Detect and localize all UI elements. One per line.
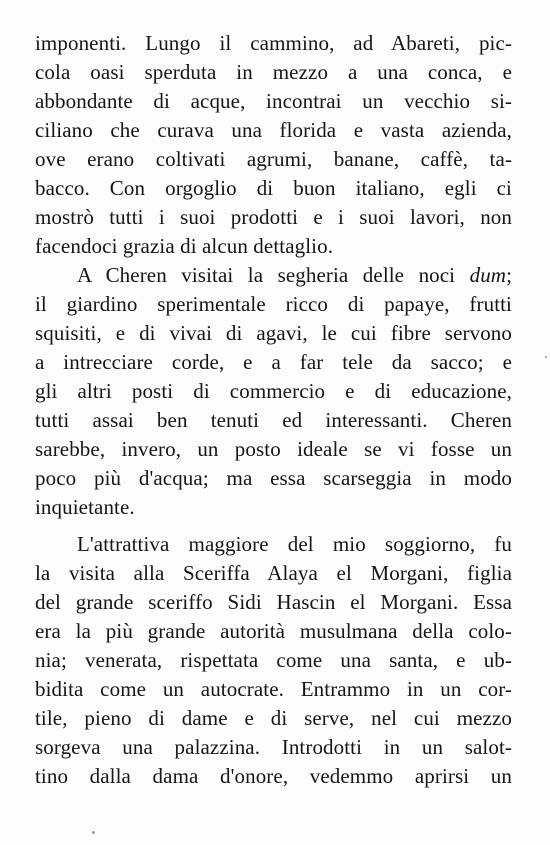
text-line: sorgeva una palazzina. Introdotti in un salot- [35,735,512,759]
text-line: tutti assai ben tenuti ed interessanti. Cheren [35,408,512,432]
paragraph-gap [35,522,512,530]
italic-word: dum [469,263,507,287]
text-line: il giardino sperimentale ricco di papaye, frutti [35,292,512,316]
text-line: inquietante. [35,495,135,519]
text-line: tino dalla dama d'onore, vedemmo aprirsi un [35,764,512,788]
text-line: mostrò tutti i suoi prodotti e i suoi lavori, non [35,205,512,229]
text-line: abbondante di acque, incontrai un vecchio si- [35,89,512,113]
text-line: A Cheren visitai la segheria delle noci dum; [77,263,512,287]
text-line: la visita alla Sceriffa Alaya el Morgani, figlia [35,561,512,585]
text-line: L'attrattiva maggiore del mio soggiorno, fu [77,532,512,556]
text-line: bidita come un autocrate. Entrammo in un cor- [35,677,512,701]
text-line: poco più d'acqua; ma essa scarseggia in modo [35,466,512,490]
text-line: del grande sceriffo Sidi Hascin el Morgani. Essa [35,590,512,614]
paper-speck [92,831,95,834]
paper-speck [545,356,547,358]
text-line: imponenti. Lungo il cammino, ad Abareti, pic- [35,31,512,55]
text-line: facendoci grazia di alcun dettaglio. [35,234,334,258]
text-line: ove erano coltivati agrumi, banane, caffè, ta- [35,147,512,171]
paragraph-1 [35,29,512,261]
text-line: nia; venerata, rispettata come una santa, e ub- [35,648,512,672]
text-line: a intrecciare corde, e a far tele da sacco; e [35,350,512,374]
text-line: sarebbe, invero, un posto ideale se vi fosse un [35,437,512,461]
text-line: gli altri posti di commercio e di educazione, [35,379,512,403]
body-text [35,29,512,791]
text-line: era la più grande autorità musulmana della colo- [35,619,512,643]
paragraph-2 [35,261,512,522]
text-line: cola oasi sperduta in mezzo a una conca, e [35,60,512,84]
text-line: ciliano che curava una florida e vasta azienda, [35,118,512,142]
text-line: bacco. Con orgoglio di buon italiano, egli ci [35,176,512,200]
paragraph-3 [35,530,512,791]
text-line: squisiti, e di vivai di agavi, le cui fibre servono [35,321,512,345]
text-line: tile, pieno di dame e di serve, nel cui mezzo [35,706,512,730]
